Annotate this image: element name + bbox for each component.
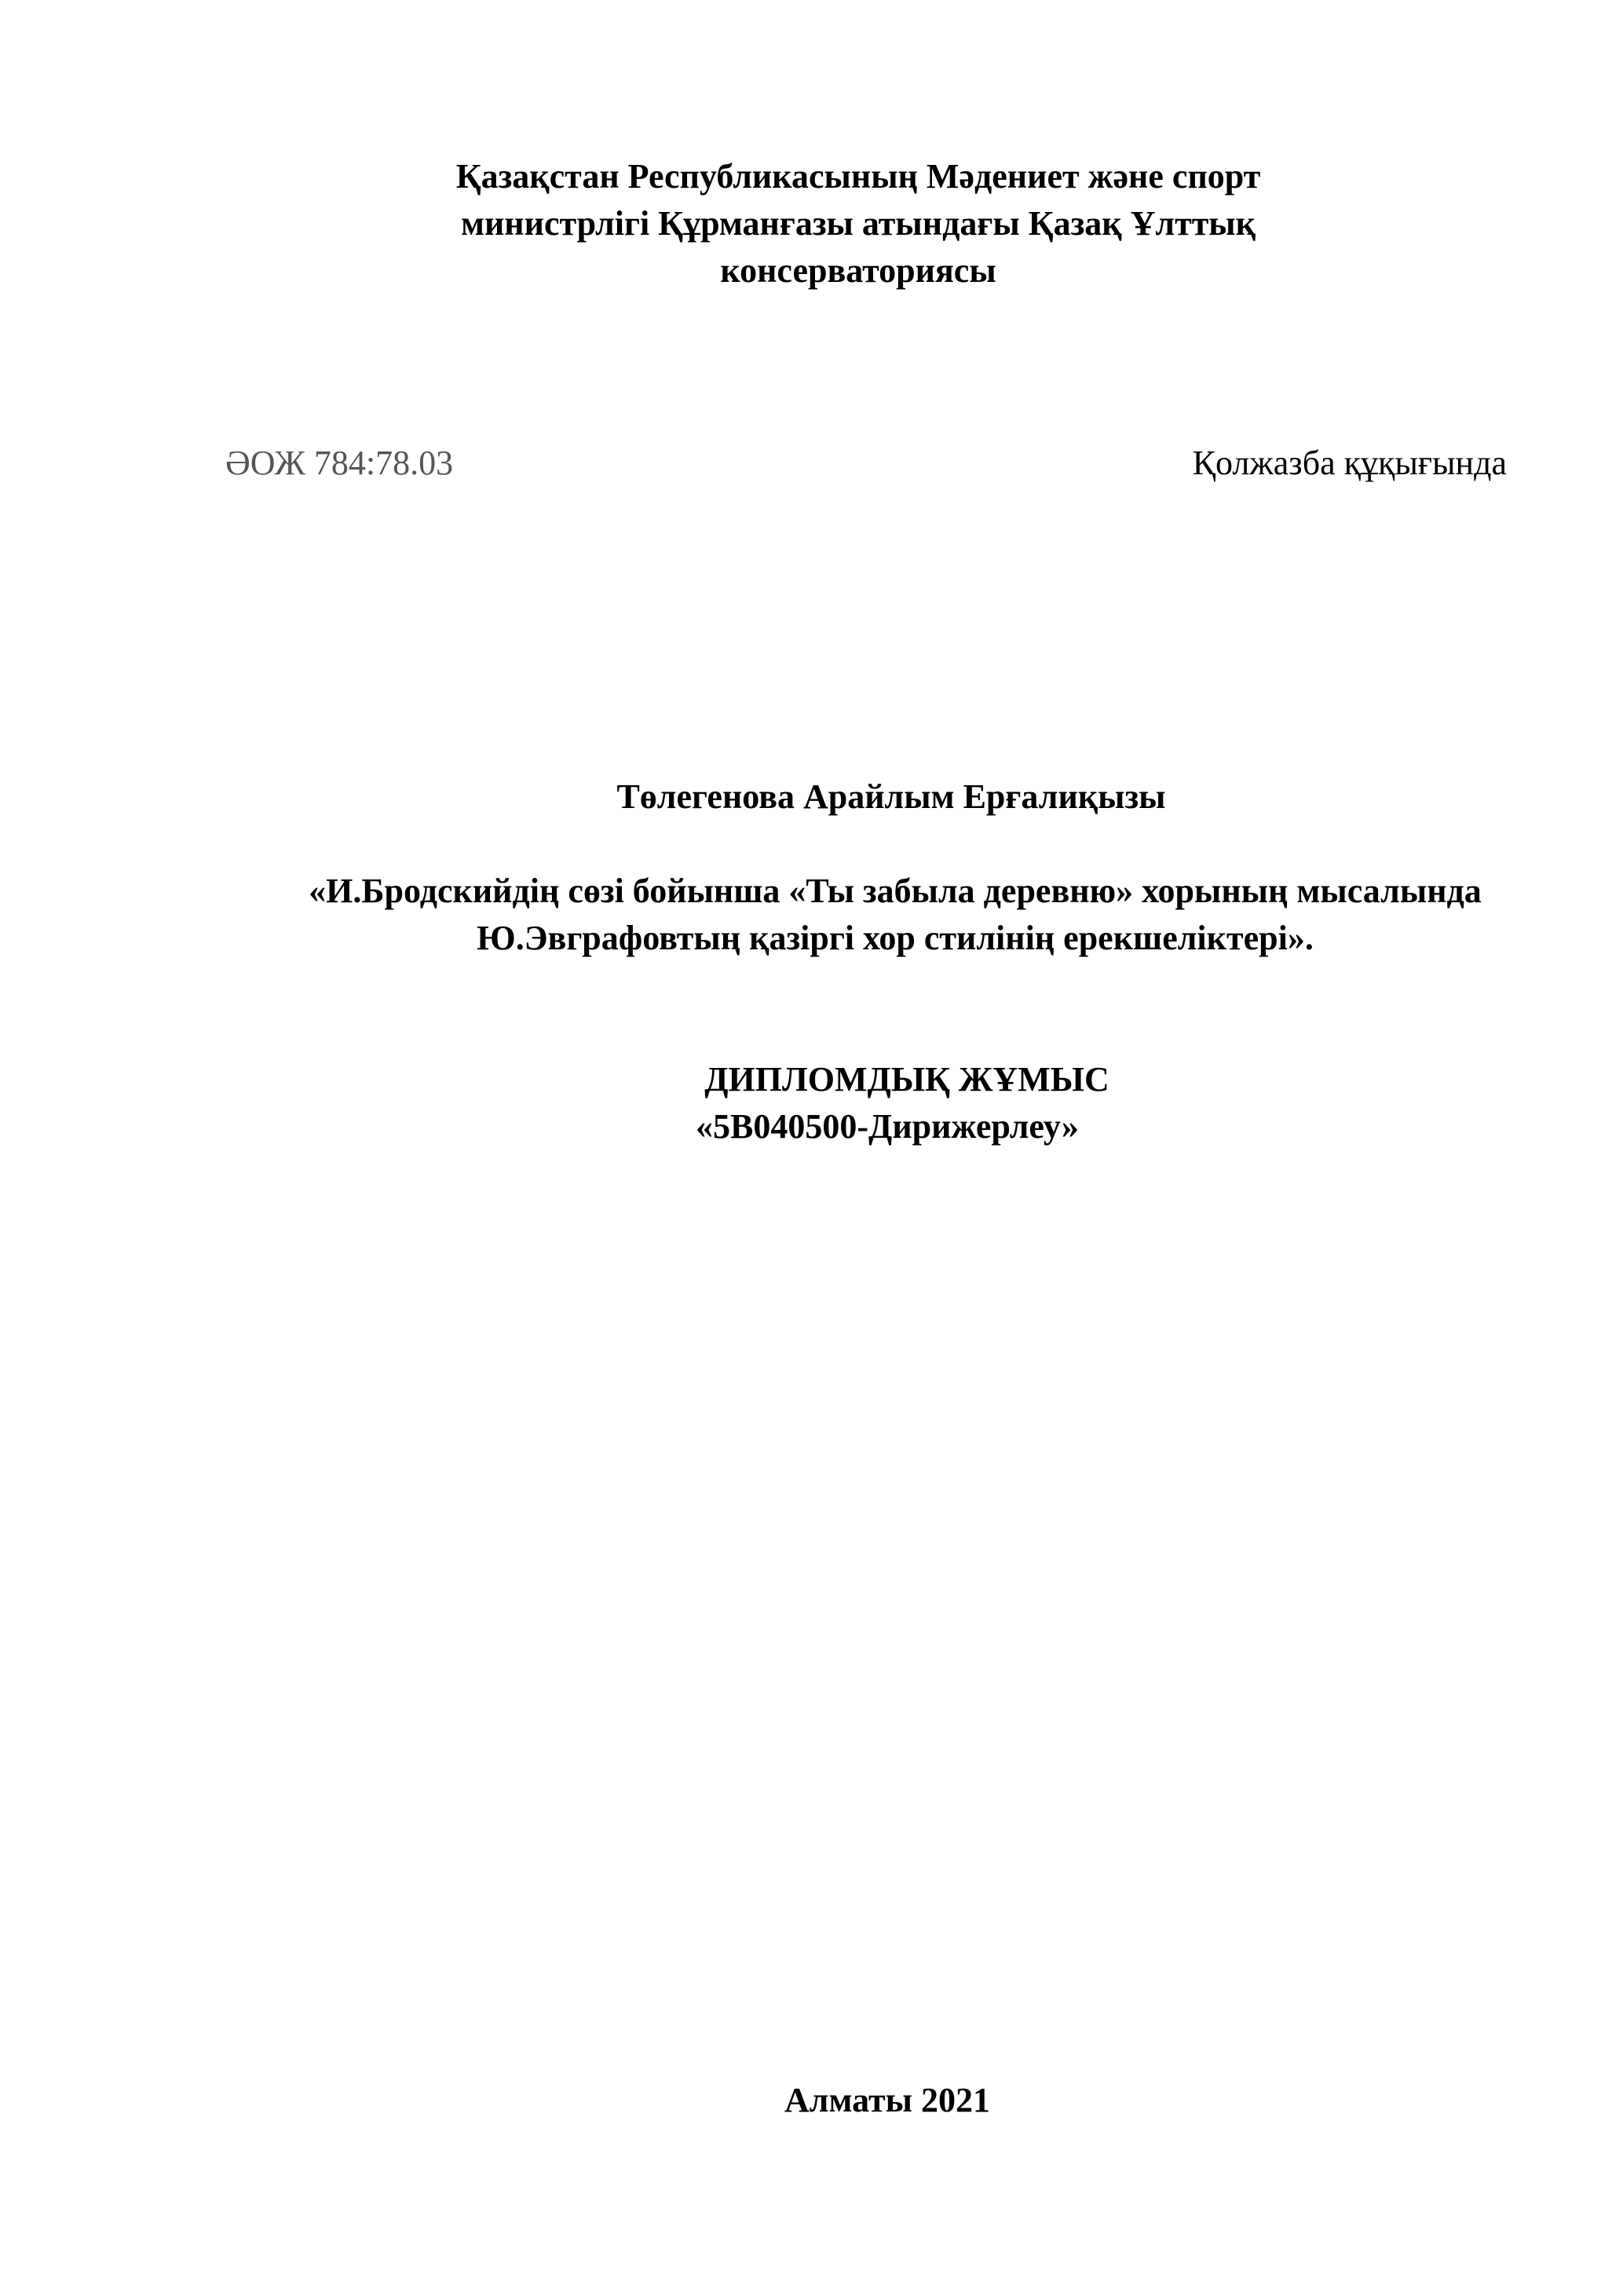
institution-heading — [408, 153, 1308, 294]
thesis-title-line: «И.Бродскийдің сөзі бойынша «Ты забыла деревню» хорының мысалында — [309, 872, 1482, 910]
document-type-label: ДИПЛОМДЫҚ ЖҰМЫС — [704, 1060, 1109, 1099]
udc-code: ӘОЖ 784:78.03 — [225, 444, 454, 482]
manuscript-rights-label: Қолжазба құқығында — [1192, 444, 1507, 482]
institution-line: министрлігі Құрманғазы атындағы Қазақ Ұлттық — [460, 204, 1256, 243]
institution-line: консерваториясы — [720, 251, 996, 290]
city-year-text: Алматы 2021 — [784, 2081, 990, 2119]
author-name — [518, 773, 1264, 821]
thesis-title-line: Ю.Эвграфовтың қазіргі хор стилінің ерекшеліктері». — [477, 919, 1314, 957]
author-name-text: Төлегенова Арайлым Ерғалиқызы — [616, 777, 1166, 816]
city-year — [691, 2077, 1084, 2124]
document-type — [612, 1056, 1162, 1150]
thesis-title — [220, 868, 1570, 962]
specialty-code: «5В040500-Дирижерлеу» — [696, 1107, 1079, 1146]
institution-line: Қазақстан Республикасының Мәдениет және спорт — [455, 157, 1261, 196]
